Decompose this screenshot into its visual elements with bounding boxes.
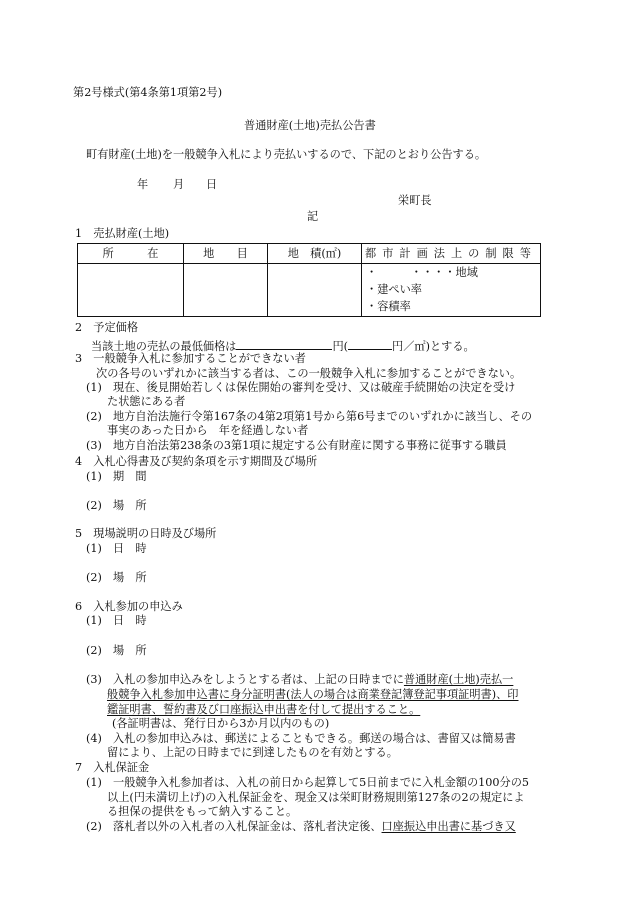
section-3-item-1: (1) 現在、後見開始若しくは保佐開始の審判を受け、又は破産手続開始の決定を受け [86, 381, 516, 394]
section-3-item-2: (2) 地方自治法施行令第167条の4第2項第1号から第6号までのいずれかに該当し、その [86, 410, 533, 423]
restriction-coverage: ・建ぺい率 [366, 283, 422, 296]
section-6-place: (2) 場 所 [86, 644, 147, 657]
section-7-item-2 [86, 821, 516, 832]
cell-restrictions [362, 264, 541, 317]
price-blank [236, 338, 332, 350]
col-restrictions: 都市計画法上の制限等 [362, 244, 541, 264]
section-4-period: (1) 期 間 [86, 470, 147, 483]
section-6-item-3-cont-1: 般競争入札参加申込書に身分証明書(法人の場合は商業登記簿登記事項証明書)、印 [107, 688, 519, 701]
section-6-item-3 [86, 674, 513, 685]
section-7-item-1: (1) 一般競争入札参加者は、入札の前日から起算して5日前までに入札金額の100分の5 [86, 776, 530, 789]
date-month: 月 [173, 178, 185, 191]
section-3-item-2-cont: 事実のあった日から 年を経過しない者 [107, 424, 309, 437]
issuer: 栄町長 [398, 194, 432, 207]
section-3-heading: 3 一般競争入札に参加することができない者 [75, 352, 306, 365]
section-2-heading: 2 予定価格 [75, 321, 139, 334]
min-price-text: 当該土地の売払の最低価格は [91, 340, 237, 353]
date-year: 年 [137, 178, 149, 191]
section-6-item-3-underlined: 普通財産(土地)売払一 [403, 673, 514, 686]
section-7-heading: 7 入札保証金 [75, 761, 150, 774]
section-7-item-1-cont-1: 以上(円未満切上げ)の入札保証金を、現金又は栄町財務規則第127条の2の規定によ [107, 791, 525, 804]
cell-land-category [184, 264, 268, 317]
section-1-heading: 1 売払財産(土地) [75, 227, 170, 240]
section-3-intro: 次の各号のいずれかに該当する者は、この一般競争入札に参加することができない。 [96, 367, 522, 380]
form-number: 第2号様式(第4条第1項第2号) [73, 86, 223, 99]
page-title: 普通財産(土地)売払公告書 [244, 119, 376, 132]
col-location: 所 在 [78, 244, 184, 264]
section-5-place: (2) 場 所 [86, 571, 147, 584]
section-6-item-3-cont-2: 鑑証明書、誓約書及び口座振込申出書を付して提出すること。 [107, 703, 421, 716]
section-6-item-4: (4) 入札の参加申込みは、郵送によることもできる。郵送の場合は、書留又は簡易書 [86, 732, 516, 745]
price-per-m2-blank [348, 338, 392, 350]
section-6-datetime: (1) 日 時 [86, 614, 147, 627]
col-land-category: 地 目 [184, 244, 268, 264]
section-4-heading: 4 入札心得書及び契約条項を示す期間及び場所 [75, 455, 318, 468]
section-4-place: (2) 場 所 [86, 499, 147, 512]
property-table [77, 243, 541, 317]
section-7-item-2-underlined: 口座振込申出書に基づき又 [381, 820, 516, 833]
per-m2-unit: 円／㎡)とする。 [392, 340, 475, 353]
section-3-item-1-cont: た状態にある者 [107, 395, 186, 408]
cell-location [78, 264, 184, 317]
date-day: 日 [206, 178, 218, 191]
yen-unit: 円( [332, 340, 349, 353]
cell-area [268, 264, 362, 317]
section-6-heading: 6 入札参加の申込み [75, 600, 183, 613]
col-area: 地 積(㎡) [268, 244, 362, 264]
section-5-heading: 5 現場説明の日時及び場所 [75, 527, 217, 540]
intro-text: 町有財産(土地)を一般競争入札により売払いするので、下記のとおり公告する。 [86, 148, 487, 161]
restriction-floor-ratio: ・容積率 [366, 300, 411, 313]
restriction-zone: ・ ・・・・地域 [366, 266, 478, 279]
ki-heading: 記 [307, 210, 319, 223]
section-5-datetime: (1) 日 時 [86, 542, 147, 555]
section-7-item-1-cont-2: る担保の提供をもって納入すること。 [107, 805, 298, 818]
section-6-item-3-note: (各証明書は、発行日から3か月以内のもの) [112, 717, 330, 730]
min-price-line [91, 338, 475, 352]
section-3-item-3: (3) 地方自治法第238条の3第1項に規定する公有財産に関する事務に従事する職員 [86, 439, 507, 452]
section-6-item-3-lead: (3) 入札の参加申込みをしようとする者は、上記の日時までに [86, 673, 404, 686]
section-7-item-2-lead: (2) 落札者以外の入札者の入札保証金は、落札者決定後、 [86, 820, 382, 833]
section-6-item-4-cont: 留により、上記の日時までに到達したものを有効とする。 [107, 746, 398, 759]
